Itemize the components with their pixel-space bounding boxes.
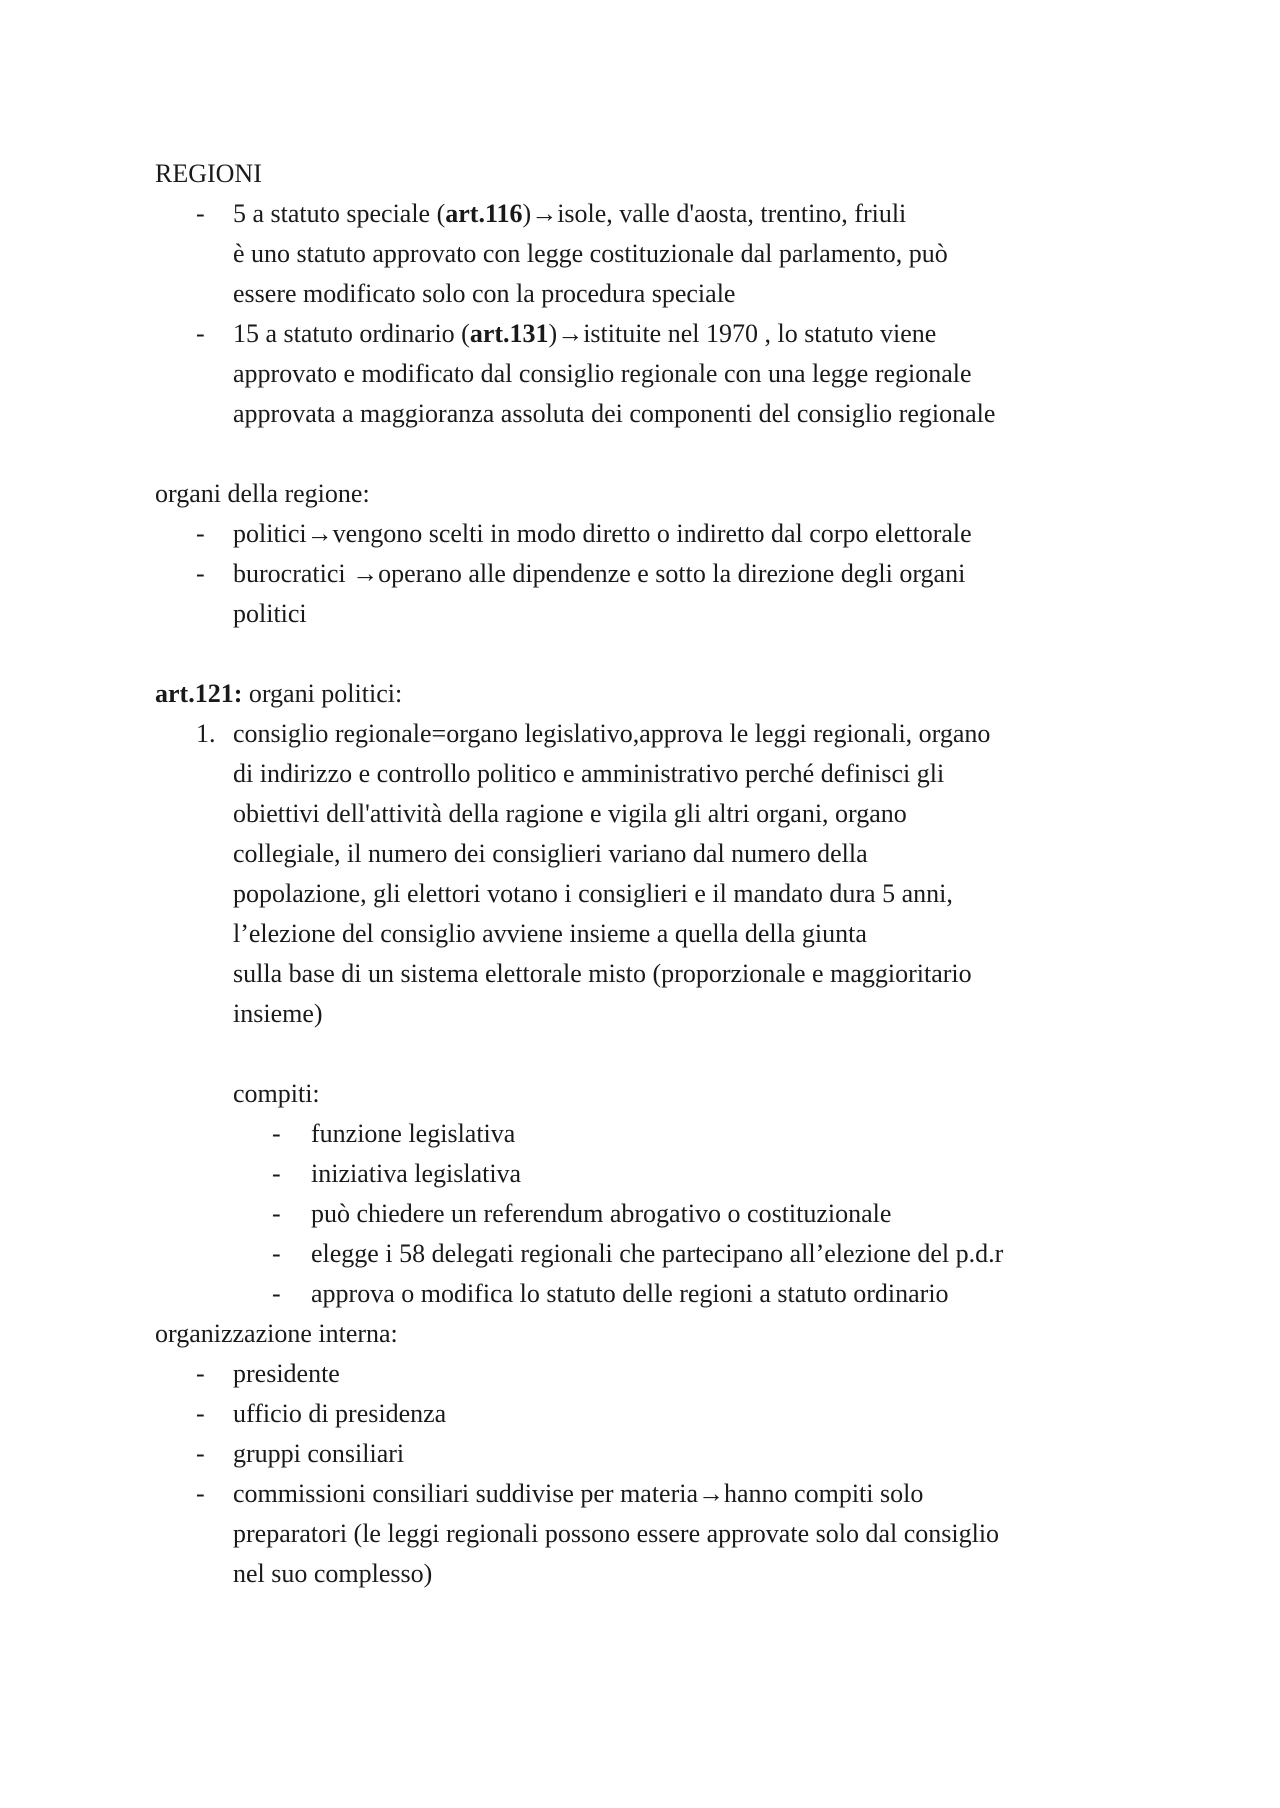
list-item-line: essere modificato solo con la procedura speciale — [233, 279, 736, 308]
item-detail: )→isole, valle d'aosta, trentino, friuli — [522, 199, 907, 228]
list-marker: - — [272, 1119, 281, 1148]
list-item-line: politici — [233, 599, 307, 628]
item-detail: )→istituite nel 1970 , lo statuto viene — [548, 319, 937, 348]
list-item-commissions: commissioni consiliari suddivise per materia→hanno compiti solo — [233, 1479, 924, 1508]
list-item-line: obiettivi dell'attività della ragione e vigila gli altri organi, organo — [233, 799, 907, 828]
list-marker: - — [196, 1399, 205, 1428]
task-item: iniziativa legislativa — [311, 1159, 522, 1188]
list-item-ordinary-statute — [233, 314, 936, 354]
list-item-council: consiglio regionale=organo legislativo,approva le leggi regionali, organo — [233, 719, 991, 748]
list-item-line: sulla base di un sistema elettorale misto (proporzionale e maggioritario — [233, 959, 972, 988]
list-marker: - — [196, 519, 205, 548]
list-item-special-statute — [233, 194, 906, 234]
list-marker: - — [196, 559, 205, 588]
task-item: può chiedere un referendum abrogativo o costituzionale — [311, 1199, 892, 1228]
subheading-tasks: compiti: — [233, 1079, 320, 1108]
list-item-line: l’elezione del consiglio avviene insieme a quella della giunta — [233, 919, 867, 948]
list-marker: - — [196, 199, 205, 228]
item-lead: 5 a statuto speciale ( — [233, 199, 446, 228]
article-ref: art.121: — [155, 679, 243, 708]
item-lead: 15 a statuto ordinario ( — [233, 319, 470, 348]
list-item-presidency-office: ufficio di presidenza — [233, 1399, 447, 1428]
list-item-bureaucratic: burocratici →operano alle dipendenze e sotto la direzione degli organi — [233, 559, 966, 588]
list-item-line: insieme) — [233, 999, 323, 1028]
list-item-line: preparatori (le leggi regionali possono essere approvate solo dal consiglio — [233, 1519, 1000, 1548]
list-marker: - — [196, 1479, 205, 1508]
list-item-line: collegiale, il numero dei consiglieri variano dal numero della — [233, 839, 868, 868]
heading-text: organi politici: — [242, 679, 403, 708]
task-item: approva o modifica lo statuto delle regioni a statuto ordinario — [311, 1279, 949, 1308]
article-ref: art.131 — [469, 319, 549, 348]
list-marker: - — [272, 1279, 281, 1308]
list-item-line: di indirizzo e controllo politico e amministrativo perché definisci gli — [233, 759, 945, 788]
list-marker: - — [196, 1359, 205, 1388]
list-item-line: approvato e modificato dal consiglio regionale con una legge regionale — [233, 359, 972, 388]
list-item-political: politici→vengono scelti in modo diretto o indiretto dal corpo elettorale — [233, 519, 972, 548]
article-ref: art.116 — [445, 199, 523, 228]
list-marker-number: 1. — [196, 719, 216, 748]
section-heading-art121 — [155, 674, 402, 714]
section-heading-organization: organizzazione interna: — [155, 1319, 398, 1348]
list-marker: - — [196, 319, 205, 348]
list-item-president: presidente — [233, 1359, 340, 1388]
page-title: REGIONI — [155, 159, 262, 188]
list-marker: - — [272, 1199, 281, 1228]
section-heading-organs: organi della regione: — [155, 479, 370, 508]
list-item-line: popolazione, gli elettori votano i consiglieri e il mandato dura 5 anni, — [233, 879, 953, 908]
task-item: funzione legislativa — [311, 1119, 516, 1148]
list-item-line: approvata a maggioranza assoluta dei componenti del consiglio regionale — [233, 399, 996, 428]
list-item-council-groups: gruppi consiliari — [233, 1439, 405, 1468]
list-marker: - — [272, 1239, 281, 1268]
list-marker: - — [272, 1159, 281, 1188]
list-item-line: nel suo complesso) — [233, 1559, 433, 1588]
list-marker: - — [196, 1439, 205, 1468]
list-item-line: è uno statuto approvato con legge costituzionale dal parlamento, può — [233, 239, 948, 268]
task-item: elegge i 58 delegati regionali che partecipano all’elezione del p.d.r — [311, 1239, 1004, 1268]
